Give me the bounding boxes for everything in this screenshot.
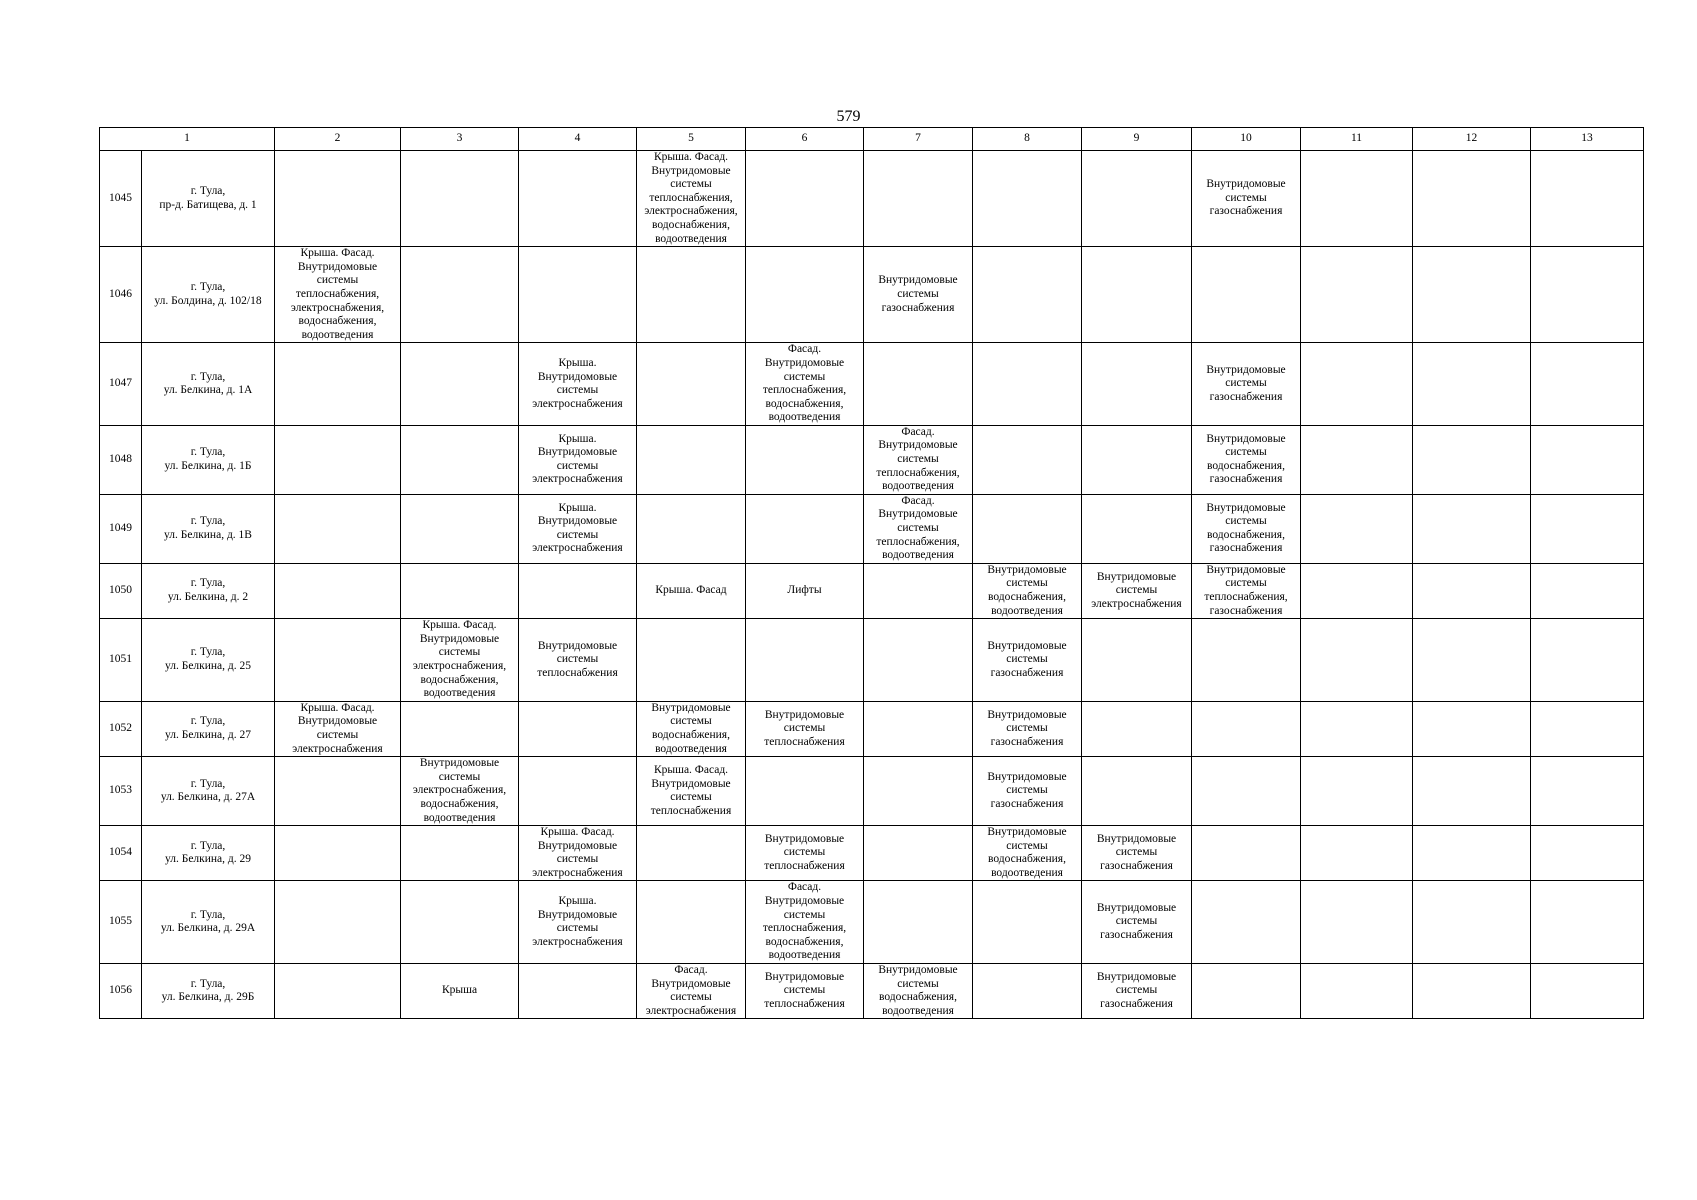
work-cell-col-8 xyxy=(973,964,1082,1019)
work-cell-col-8: Внутридомовые системы водоснабжения, водоотведения xyxy=(973,826,1082,881)
work-cell-col-2 xyxy=(275,881,401,964)
work-cell-col-4 xyxy=(519,247,637,343)
work-cell-col-13 xyxy=(1531,425,1644,494)
work-cell-col-8 xyxy=(973,494,1082,563)
work-cell-col-13 xyxy=(1531,701,1644,756)
work-cell-col-8 xyxy=(973,881,1082,964)
work-cell-col-9 xyxy=(1082,425,1192,494)
work-cell-col-2 xyxy=(275,151,401,247)
work-cell-col-10: Внутридомовые системы теплоснабжения, газоснабжения xyxy=(1192,563,1301,618)
table-row xyxy=(100,964,1644,1019)
work-cell-col-5 xyxy=(637,247,746,343)
row-number: 1055 xyxy=(100,881,142,964)
work-cell-col-4 xyxy=(519,151,637,247)
work-cell-col-7 xyxy=(864,151,973,247)
work-cell-col-6 xyxy=(746,757,864,826)
work-cell-col-12 xyxy=(1413,563,1531,618)
column-header-7: 7 xyxy=(864,128,973,151)
work-cell-col-10 xyxy=(1192,757,1301,826)
work-cell-col-9 xyxy=(1082,343,1192,426)
work-cell-col-12 xyxy=(1413,343,1531,426)
table-row xyxy=(100,343,1644,426)
header-row xyxy=(100,128,1644,151)
schedule-table xyxy=(99,127,1644,1019)
work-cell-col-6: Внутридомовые системы теплоснабжения xyxy=(746,826,864,881)
work-cell-col-11 xyxy=(1301,881,1413,964)
work-cell-col-6 xyxy=(746,619,864,702)
work-cell-col-12 xyxy=(1413,881,1531,964)
column-header-9: 9 xyxy=(1082,128,1192,151)
work-cell-col-12 xyxy=(1413,247,1531,343)
work-cell-col-7 xyxy=(864,881,973,964)
work-cell-col-2: Крыша. Фасад. Внутридомовые системы теплоснабжения, электроснабжения, водоснабжения, водоотведения xyxy=(275,247,401,343)
work-cell-col-9: Внутридомовые системы газоснабжения xyxy=(1082,964,1192,1019)
work-cell-col-5: Крыша. Фасад xyxy=(637,563,746,618)
work-cell-col-10 xyxy=(1192,826,1301,881)
work-cell-col-3 xyxy=(401,881,519,964)
work-cell-col-5: Крыша. Фасад. Внутридомовые системы теплоснабжения, электроснабжения, водоснабжения, водоотведения xyxy=(637,151,746,247)
work-cell-col-6: Фасад. Внутридомовые системы теплоснабжения, водоснабжения, водоотведения xyxy=(746,881,864,964)
work-cell-col-10: Внутридомовые системы газоснабжения xyxy=(1192,343,1301,426)
work-cell-col-12 xyxy=(1413,494,1531,563)
work-cell-col-5: Крыша. Фасад. Внутридомовые системы теплоснабжения xyxy=(637,757,746,826)
work-cell-col-4: Крыша. Внутридомовые системы электроснабжения xyxy=(519,494,637,563)
work-cell-col-2 xyxy=(275,425,401,494)
work-cell-col-6 xyxy=(746,425,864,494)
table-row xyxy=(100,619,1644,702)
work-cell-col-6 xyxy=(746,247,864,343)
address-cell: г. Тула, ул. Белкина, д. 29 xyxy=(142,826,275,881)
work-cell-col-13 xyxy=(1531,343,1644,426)
work-cell-col-3 xyxy=(401,425,519,494)
work-cell-col-10 xyxy=(1192,964,1301,1019)
work-cell-col-4 xyxy=(519,757,637,826)
work-cell-col-13 xyxy=(1531,494,1644,563)
work-cell-col-11 xyxy=(1301,964,1413,1019)
row-number: 1051 xyxy=(100,619,142,702)
column-header-4: 4 xyxy=(519,128,637,151)
work-cell-col-9: Внутридомовые системы газоснабжения xyxy=(1082,881,1192,964)
work-cell-col-8: Внутридомовые системы газоснабжения xyxy=(973,757,1082,826)
work-cell-col-12 xyxy=(1413,757,1531,826)
work-cell-col-10 xyxy=(1192,619,1301,702)
work-cell-col-8: Внутридомовые системы газоснабжения xyxy=(973,701,1082,756)
address-cell: г. Тула, ул. Болдина, д. 102/18 xyxy=(142,247,275,343)
row-number: 1045 xyxy=(100,151,142,247)
table-body xyxy=(100,151,1644,1019)
work-cell-col-8: Внутридомовые системы газоснабжения xyxy=(973,619,1082,702)
column-header-11: 11 xyxy=(1301,128,1413,151)
work-cell-col-4: Крыша. Фасад. Внутридомовые системы электроснабжения xyxy=(519,826,637,881)
work-cell-col-3 xyxy=(401,563,519,618)
work-cell-col-12 xyxy=(1413,701,1531,756)
work-cell-col-12 xyxy=(1413,964,1531,1019)
work-cell-col-6: Фасад. Внутридомовые системы теплоснабжения, водоснабжения, водоотведения xyxy=(746,343,864,426)
row-number: 1046 xyxy=(100,247,142,343)
work-cell-col-3 xyxy=(401,494,519,563)
work-cell-col-2 xyxy=(275,343,401,426)
column-header-5: 5 xyxy=(637,128,746,151)
work-cell-col-4: Крыша. Внутридомовые системы электроснабжения xyxy=(519,425,637,494)
table-row xyxy=(100,247,1644,343)
work-cell-col-3: Внутридомовые системы электроснабжения, водоснабжения, водоотведения xyxy=(401,757,519,826)
work-cell-col-2 xyxy=(275,826,401,881)
work-cell-col-13 xyxy=(1531,964,1644,1019)
table-row xyxy=(100,563,1644,618)
work-cell-col-6: Лифты xyxy=(746,563,864,618)
page-number: 579 xyxy=(836,108,861,125)
work-cell-col-5: Фасад. Внутридомовые системы электроснабжения xyxy=(637,964,746,1019)
work-cell-col-3 xyxy=(401,247,519,343)
work-cell-col-5 xyxy=(637,881,746,964)
work-cell-col-4 xyxy=(519,563,637,618)
work-cell-col-11 xyxy=(1301,151,1413,247)
work-cell-col-4: Крыша. Внутридомовые системы электроснабжения xyxy=(519,881,637,964)
work-cell-col-11 xyxy=(1301,826,1413,881)
work-cell-col-7: Внутридомовые системы газоснабжения xyxy=(864,247,973,343)
work-cell-col-11 xyxy=(1301,701,1413,756)
table-row xyxy=(100,425,1644,494)
work-cell-col-7 xyxy=(864,343,973,426)
work-cell-col-10: Внутридомовые системы газоснабжения xyxy=(1192,151,1301,247)
column-header-3: 3 xyxy=(401,128,519,151)
address-cell: г. Тула, ул. Белкина, д. 2 xyxy=(142,563,275,618)
work-cell-col-9 xyxy=(1082,619,1192,702)
column-header-2: 2 xyxy=(275,128,401,151)
work-cell-col-13 xyxy=(1531,826,1644,881)
address-cell: г. Тула, ул. Белкина, д. 29А xyxy=(142,881,275,964)
work-cell-col-9: Внутридомовые системы электроснабжения xyxy=(1082,563,1192,618)
column-header-10: 10 xyxy=(1192,128,1301,151)
column-header-12: 12 xyxy=(1413,128,1531,151)
work-cell-col-5 xyxy=(637,494,746,563)
work-cell-col-4: Внутридомовые системы теплоснабжения xyxy=(519,619,637,702)
work-cell-col-9 xyxy=(1082,494,1192,563)
work-cell-col-3: Крыша xyxy=(401,964,519,1019)
work-cell-col-8 xyxy=(973,151,1082,247)
work-cell-col-10 xyxy=(1192,881,1301,964)
work-cell-col-2: Крыша. Фасад. Внутридомовые системы электроснабжения xyxy=(275,701,401,756)
work-cell-col-5 xyxy=(637,826,746,881)
column-header-1: 1 xyxy=(100,128,275,151)
work-cell-col-7: Фасад. Внутридомовые системы теплоснабжения, водоотведения xyxy=(864,494,973,563)
work-cell-col-10 xyxy=(1192,701,1301,756)
column-header-8: 8 xyxy=(973,128,1082,151)
work-cell-col-5: Внутридомовые системы водоснабжения, водоотведения xyxy=(637,701,746,756)
work-cell-col-2 xyxy=(275,757,401,826)
work-cell-col-12 xyxy=(1413,619,1531,702)
work-cell-col-7 xyxy=(864,826,973,881)
work-cell-col-4: Крыша. Внутридомовые системы электроснабжения xyxy=(519,343,637,426)
address-cell: г. Тула, ул. Белкина, д. 1В xyxy=(142,494,275,563)
row-number: 1054 xyxy=(100,826,142,881)
work-cell-col-7 xyxy=(864,619,973,702)
table-header xyxy=(100,128,1644,151)
work-cell-col-4 xyxy=(519,701,637,756)
address-cell: г. Тула, ул. Белкина, д. 1А xyxy=(142,343,275,426)
work-cell-col-3 xyxy=(401,701,519,756)
row-number: 1056 xyxy=(100,964,142,1019)
work-cell-col-13 xyxy=(1531,881,1644,964)
work-cell-col-3 xyxy=(401,826,519,881)
work-cell-col-6: Внутридомовые системы теплоснабжения xyxy=(746,964,864,1019)
row-number: 1052 xyxy=(100,701,142,756)
work-cell-col-6 xyxy=(746,151,864,247)
work-cell-col-9 xyxy=(1082,151,1192,247)
work-cell-col-6: Внутридомовые системы теплоснабжения xyxy=(746,701,864,756)
row-number: 1047 xyxy=(100,343,142,426)
work-cell-col-11 xyxy=(1301,494,1413,563)
work-cell-col-10: Внутридомовые системы водоснабжения, газоснабжения xyxy=(1192,494,1301,563)
work-cell-col-13 xyxy=(1531,757,1644,826)
work-cell-col-6 xyxy=(746,494,864,563)
address-cell: г. Тула, ул. Белкина, д. 29Б xyxy=(142,964,275,1019)
work-cell-col-13 xyxy=(1531,563,1644,618)
work-cell-col-2 xyxy=(275,619,401,702)
work-cell-col-5 xyxy=(637,425,746,494)
row-number: 1050 xyxy=(100,563,142,618)
work-cell-col-8 xyxy=(973,425,1082,494)
address-cell: г. Тула, пр-д. Батищева, д. 1 xyxy=(142,151,275,247)
table-row xyxy=(100,151,1644,247)
row-number: 1053 xyxy=(100,757,142,826)
work-cell-col-5 xyxy=(637,619,746,702)
work-cell-col-10 xyxy=(1192,247,1301,343)
row-number: 1048 xyxy=(100,425,142,494)
work-cell-col-11 xyxy=(1301,757,1413,826)
work-cell-col-11 xyxy=(1301,619,1413,702)
table-row xyxy=(100,826,1644,881)
column-header-13: 13 xyxy=(1531,128,1644,151)
work-cell-col-3: Крыша. Фасад. Внутридомовые системы электроснабжения, водоснабжения, водоотведения xyxy=(401,619,519,702)
address-cell: г. Тула, ул. Белкина, д. 27 xyxy=(142,701,275,756)
table-row xyxy=(100,881,1644,964)
work-cell-col-13 xyxy=(1531,247,1644,343)
work-cell-col-8 xyxy=(973,343,1082,426)
work-cell-col-13 xyxy=(1531,619,1644,702)
work-cell-col-2 xyxy=(275,964,401,1019)
work-cell-col-9: Внутридомовые системы газоснабжения xyxy=(1082,826,1192,881)
work-cell-col-7 xyxy=(864,701,973,756)
work-cell-col-13 xyxy=(1531,151,1644,247)
work-cell-col-11 xyxy=(1301,247,1413,343)
address-cell: г. Тула, ул. Белкина, д. 1Б xyxy=(142,425,275,494)
address-cell: г. Тула, ул. Белкина, д. 27А xyxy=(142,757,275,826)
work-cell-col-10: Внутридомовые системы водоснабжения, газоснабжения xyxy=(1192,425,1301,494)
work-cell-col-2 xyxy=(275,563,401,618)
work-cell-col-7 xyxy=(864,757,973,826)
work-cell-col-9 xyxy=(1082,247,1192,343)
work-cell-col-8: Внутридомовые системы водоснабжения, водоотведения xyxy=(973,563,1082,618)
work-cell-col-9 xyxy=(1082,701,1192,756)
work-cell-col-12 xyxy=(1413,826,1531,881)
work-cell-col-11 xyxy=(1301,425,1413,494)
table-row xyxy=(100,494,1644,563)
work-cell-col-8 xyxy=(973,247,1082,343)
work-cell-col-3 xyxy=(401,343,519,426)
address-cell: г. Тула, ул. Белкина, д. 25 xyxy=(142,619,275,702)
work-cell-col-7 xyxy=(864,563,973,618)
table-row xyxy=(100,757,1644,826)
work-cell-col-3 xyxy=(401,151,519,247)
work-cell-col-7: Внутридомовые системы водоснабжения, водоотведения xyxy=(864,964,973,1019)
work-cell-col-7: Фасад. Внутридомовые системы теплоснабжения, водоотведения xyxy=(864,425,973,494)
table-row xyxy=(100,701,1644,756)
column-header-6: 6 xyxy=(746,128,864,151)
work-cell-col-12 xyxy=(1413,151,1531,247)
work-cell-col-2 xyxy=(275,494,401,563)
work-cell-col-11 xyxy=(1301,343,1413,426)
work-cell-col-12 xyxy=(1413,425,1531,494)
work-cell-col-11 xyxy=(1301,563,1413,618)
work-cell-col-4 xyxy=(519,964,637,1019)
work-cell-col-9 xyxy=(1082,757,1192,826)
work-cell-col-5 xyxy=(637,343,746,426)
row-number: 1049 xyxy=(100,494,142,563)
